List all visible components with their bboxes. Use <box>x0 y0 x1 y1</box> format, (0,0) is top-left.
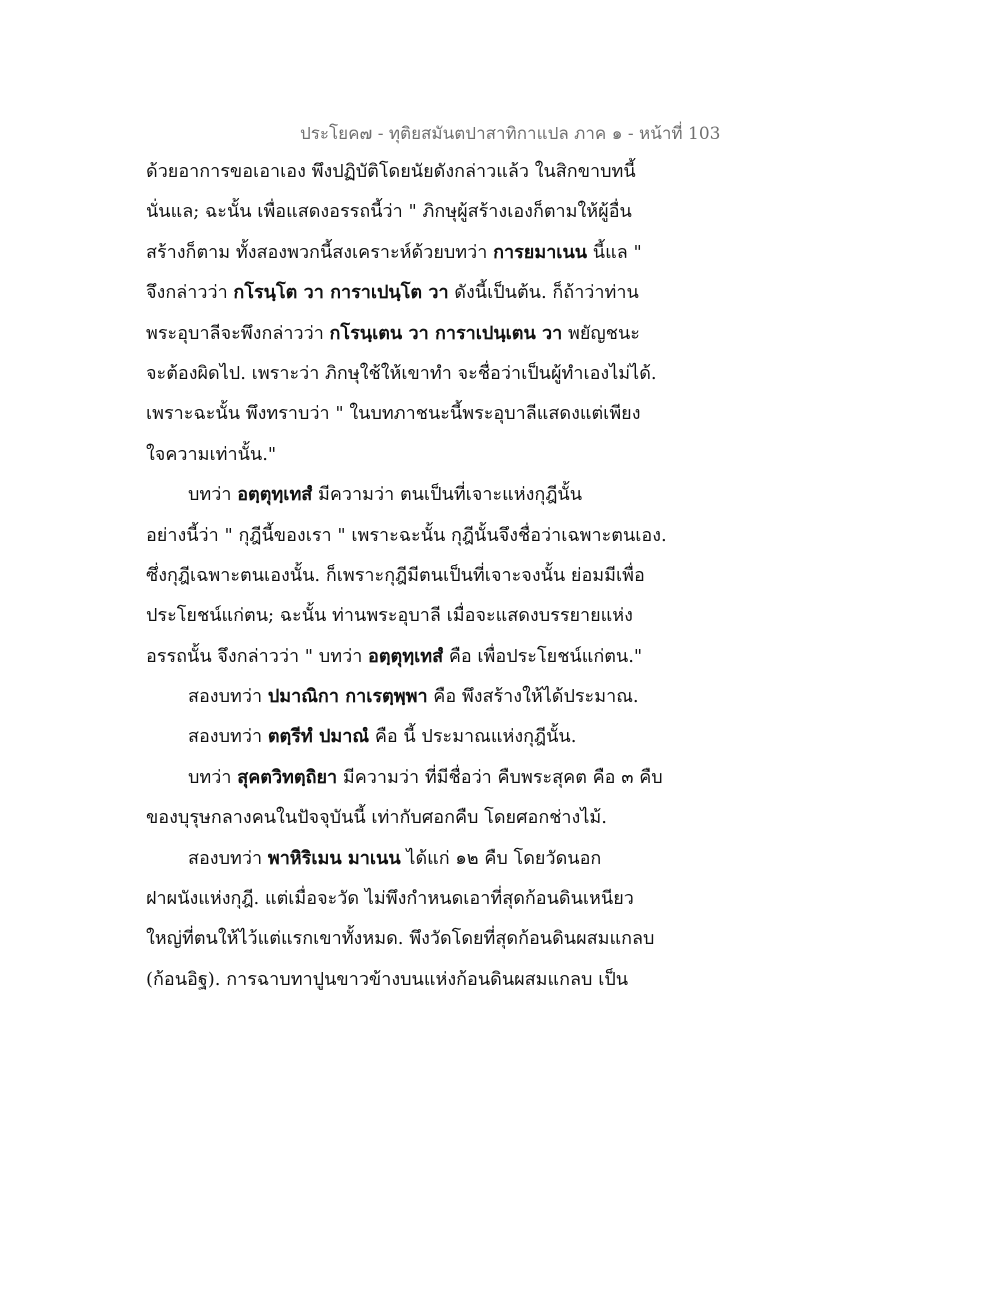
text-line <box>146 516 706 556</box>
text-run: ใจความเท่านั้น." <box>146 443 277 465</box>
text-run: บทว่า <box>188 766 238 788</box>
text-line <box>146 596 706 636</box>
text-line <box>146 354 706 394</box>
text-run: (ก้อนอิฐ). การฉาบทาปูนขาวข้างบนแห่งก้อนดินผสมแกลบ เป็น <box>146 968 629 990</box>
text-line <box>146 273 706 313</box>
text-line <box>146 435 706 475</box>
text-line <box>146 394 706 434</box>
bold-pali-term: สุคตวิทตฺถิยา <box>237 766 338 788</box>
text-run: ซึ่งกุฎีเฉพาะตนเองนั้น. ก็เพราะกุฎีมีตนเป็นที่เจาะจงนั้น ย่อมมีเพื่อ <box>146 564 645 586</box>
bold-pali-term: การยมาเนน <box>493 241 588 263</box>
bold-pali-term: กโรนฺโต วา การาเปนฺโต วา <box>233 282 449 304</box>
text-run: ใหญ่ที่ตนให้ไว้แต่แรกเขาทั้งหมด. พึงวัดโดยที่สุดก้อนดินผสมแกลบ <box>146 928 655 950</box>
text-run: อย่างนี้ว่า " กุฎีนี้ของเรา " เพราะฉะนั้น กุฎีนั้นจึงชื่อว่าเฉพาะตนเอง. <box>146 524 667 546</box>
text-run: สองบทว่า <box>188 847 268 869</box>
text-line <box>146 839 706 879</box>
text-line <box>146 879 706 919</box>
text-run: คือ เพื่อประโยชน์แก่ตน." <box>443 645 643 667</box>
text-line <box>146 475 706 515</box>
text-run: สองบทว่า <box>188 686 268 708</box>
text-run: ของบุรุษกลางคนในปัจจุบันนี้ เท่ากับศอกคืบ โดยศอกช่างไม้. <box>146 807 607 829</box>
text-run: พยัญชนะ <box>562 322 640 344</box>
text-run: จึงกล่าวว่า <box>146 282 234 304</box>
text-line <box>146 233 706 273</box>
running-header: ประโยค๗ - ทุติยสมันตปาสาทิกาแปล ภาค ๑ - หน้าที่ 103 <box>300 124 721 144</box>
text-line <box>146 192 706 232</box>
text-run: ฝาผนังแห่งกุฎี. แต่เมื่อจะวัด ไม่พึงกำหนดเอาที่สุดก้อนดินเหนียว <box>146 888 634 910</box>
text-run: มีความว่า ตนเป็นที่เจาะแห่งกุฎีนั้น <box>312 484 583 506</box>
text-line <box>146 960 706 1000</box>
body-text <box>146 152 706 1000</box>
text-run: นี้แล " <box>587 241 642 263</box>
text-run: จะต้องผิดไป. เพราะว่า ภิกษุใช้ให้เขาทำ จะชื่อว่าเป็นผู้ทำเองไม่ได้. <box>146 362 657 384</box>
text-run: ดังนี้เป็นต้น. ก็ถ้าว่าท่าน <box>448 282 639 304</box>
text-run: อรรถนั้น จึงกล่าวว่า " บทว่า <box>146 645 369 667</box>
bold-pali-term: อตฺตุทฺเทสํ <box>237 484 313 506</box>
text-line <box>146 758 706 798</box>
text-line <box>146 152 706 192</box>
text-line <box>146 919 706 959</box>
text-line <box>146 798 706 838</box>
bold-pali-term: ตตฺรีทํ ปมาณํ <box>267 726 370 748</box>
bold-pali-term: กโรนฺเตน วา การาเปนฺเตน วา <box>329 322 563 344</box>
text-run: นั่นแล; ฉะนั้น เพื่อแสดงอรรถนี้ว่า " ภิกษุผู้สร้างเองก็ตามให้ผู้อื่น <box>146 201 632 223</box>
text-run: คือ นี้ ประมาณแห่งกุฎีนั้น. <box>369 726 577 748</box>
text-line <box>146 717 706 757</box>
text-line <box>146 556 706 596</box>
text-run: พระอุบาลีจะพึงกล่าวว่า <box>146 322 330 344</box>
text-run: ได้แก่ ๑๒ คืบ โดยวัดนอก <box>400 847 602 869</box>
text-run: เพราะฉะนั้น พึงทราบว่า " ในบทภาชนะนี้พระอุบาลีแสดงแต่เพียง <box>146 403 641 425</box>
text-run: มีความว่า ที่มีชื่อว่า คืบพระสุคต คือ ๓ คืบ <box>337 766 663 788</box>
text-line <box>146 314 706 354</box>
text-run: ประโยชน์แก่ตน; ฉะนั้น ท่านพระอุบาลี เมื่อจะแสดงบรรยายแห่ง <box>146 605 633 627</box>
bold-pali-term: ปมาณิกา กาเรตฺพฺพา <box>267 686 428 708</box>
text-line <box>146 677 706 717</box>
text-line <box>146 637 706 677</box>
bold-pali-term: พาหิริเมน มาเนน <box>267 847 401 869</box>
text-run: บทว่า <box>188 484 238 506</box>
text-run: ด้วยอาการขอเอาเอง พึงปฏิบัติโดยนัยดังกล่าวแล้ว ในสิกขาบทนี้ <box>146 161 636 182</box>
text-run: สองบทว่า <box>188 726 268 748</box>
bold-pali-term: อตฺตุทฺเทสํ <box>368 645 444 667</box>
text-run: คือ พึงสร้างให้ได้ประมาณ. <box>427 686 639 708</box>
text-run: สร้างก็ตาม ทั้งสองพวกนี้สงเคราะห์ด้วยบทว่า <box>146 241 494 263</box>
